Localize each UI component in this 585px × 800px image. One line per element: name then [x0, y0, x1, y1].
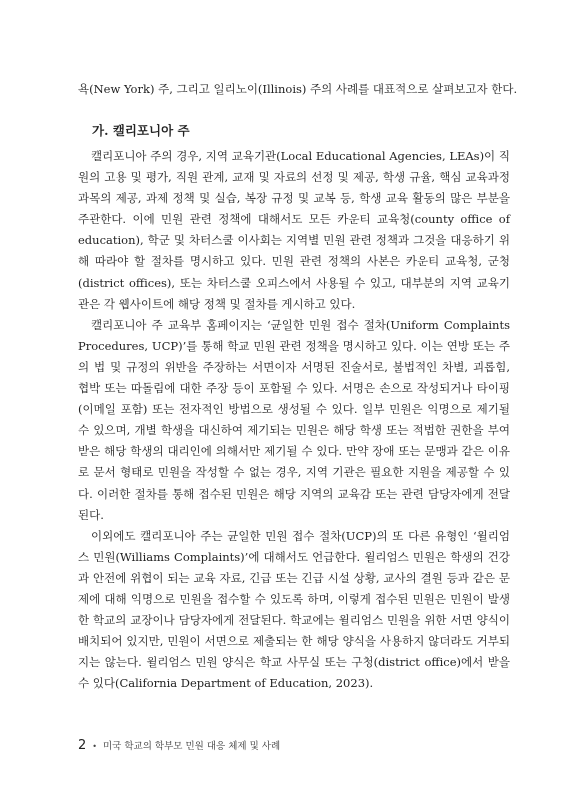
section-heading: 가. 캘리포니아 주	[92, 123, 190, 138]
footer-bullet: •	[92, 742, 97, 751]
page-footer	[78, 738, 280, 753]
page-number: 2	[78, 738, 87, 753]
paragraph-ucp: 캘리포니아 주 교육부 홈페이지는 ‘균일한 민원 접수 절차(Uniform Complaints Procedures, UCP)’를 통해 학교 민원 관련 정책을 명시하고 있다. 이는 연방 또는 주의 법 및 규정의 위반을 주장하는 서면이자 서명된 진술서로, 불법적인 차별, 괴롭힘, 협박 또는 따돌림에 대한 주장 등이 포함될 수 있다. 서명은 손으로 작성되거나 타이핑(이메일 포함) 또는 전자적인 방법으로 생성될 수 있다. 일부 민원은 익명으로 제기될 수 있으며, 개별 학생을 대신하여 제기되는 민원은 해당 학생 또는 적법한 권한을 부여받은 해당 학생의 대리인에 의해서만 제기될 수 있다. 만약 장애 또는 문맹과 같은 이유로 문서 형태로 민원을 작성할 수 없는 경우, 지역 기관은 필요한 지원을 제공할 수 있다. 이러한 절차를 통해 접수된 민원은 해당 지역의 교육감 또는 관련 담당자에게 전달된다.	[78, 317, 510, 522]
running-title: 미국 학교의 학부모 민원 대응 체제 및 사례	[103, 741, 281, 752]
paragraph-local-agencies: 캘리포니아 주의 경우, 지역 교육기관(Local Educational Agencies, LEAs)이 직원의 고용 및 평가, 직원 관계, 교재 및 자료의 선정 및 제공, 학생 규율, 핵심 교육과정 과목의 제공, 과제 정책 및 실습, 복장 규정 및 교복 등, 학생 교육 활동의 많은 부분을 주관한다. 이에 민원 관련 정책에 대해서도 모든 카운티 교육청(county office of education), 학군 및 차터스쿨 이사회는 지역별 민원 관련 정책과 그것을 대응하기 위해 따라야 할 절차를 명시하고 있다. 민원 관련 정책의 사본은 카운티 교육청, 군청(district offices), 또는 차터스쿨 오피스에서 사용될 수 있고, 대부분의 지역 교육기관은 각 웹사이트에 해당 정책 및 절차를 게시하고 있다.	[78, 149, 510, 311]
paragraph-williams-complaints: 이외에도 캘리포니아 주는 균일한 민원 접수 절차(UCP)의 또 다른 유형인 ‘윌리엄스 민원(Williams Complaints)’에 대해서도 언급한다. 윌리엄스 민원은 학생의 건강과 안전에 위협이 되는 교육 자료, 긴급 또는 긴급 시설 상황, 교사의 결원 등과 같은 문제에 대해 익명으로 민원을 접수할 수 있도록 하며, 이렇게 접수된 민원은 민원이 발생한 학교의 교장이나 담당자에게 전달된다. 학교에는 윌리엄스 민원을 위한 서면 양식이 배치되어 있지만, 민원이 서면으로 제출되는 한 해당 양식을 사용하지 않더라도 거부되지는 않는다. 윌리엄스 민원 양식은 학교 사무실 또는 구청(district office)에서 받을 수 있다(California Department of Education, 2023).	[78, 528, 510, 691]
section-body	[78, 146, 510, 694]
intro-line: 욕(New York) 주, 그리고 일리노이(Illinois) 주의 사례를 대표적으로 살펴보고자 한다.	[78, 82, 518, 96]
